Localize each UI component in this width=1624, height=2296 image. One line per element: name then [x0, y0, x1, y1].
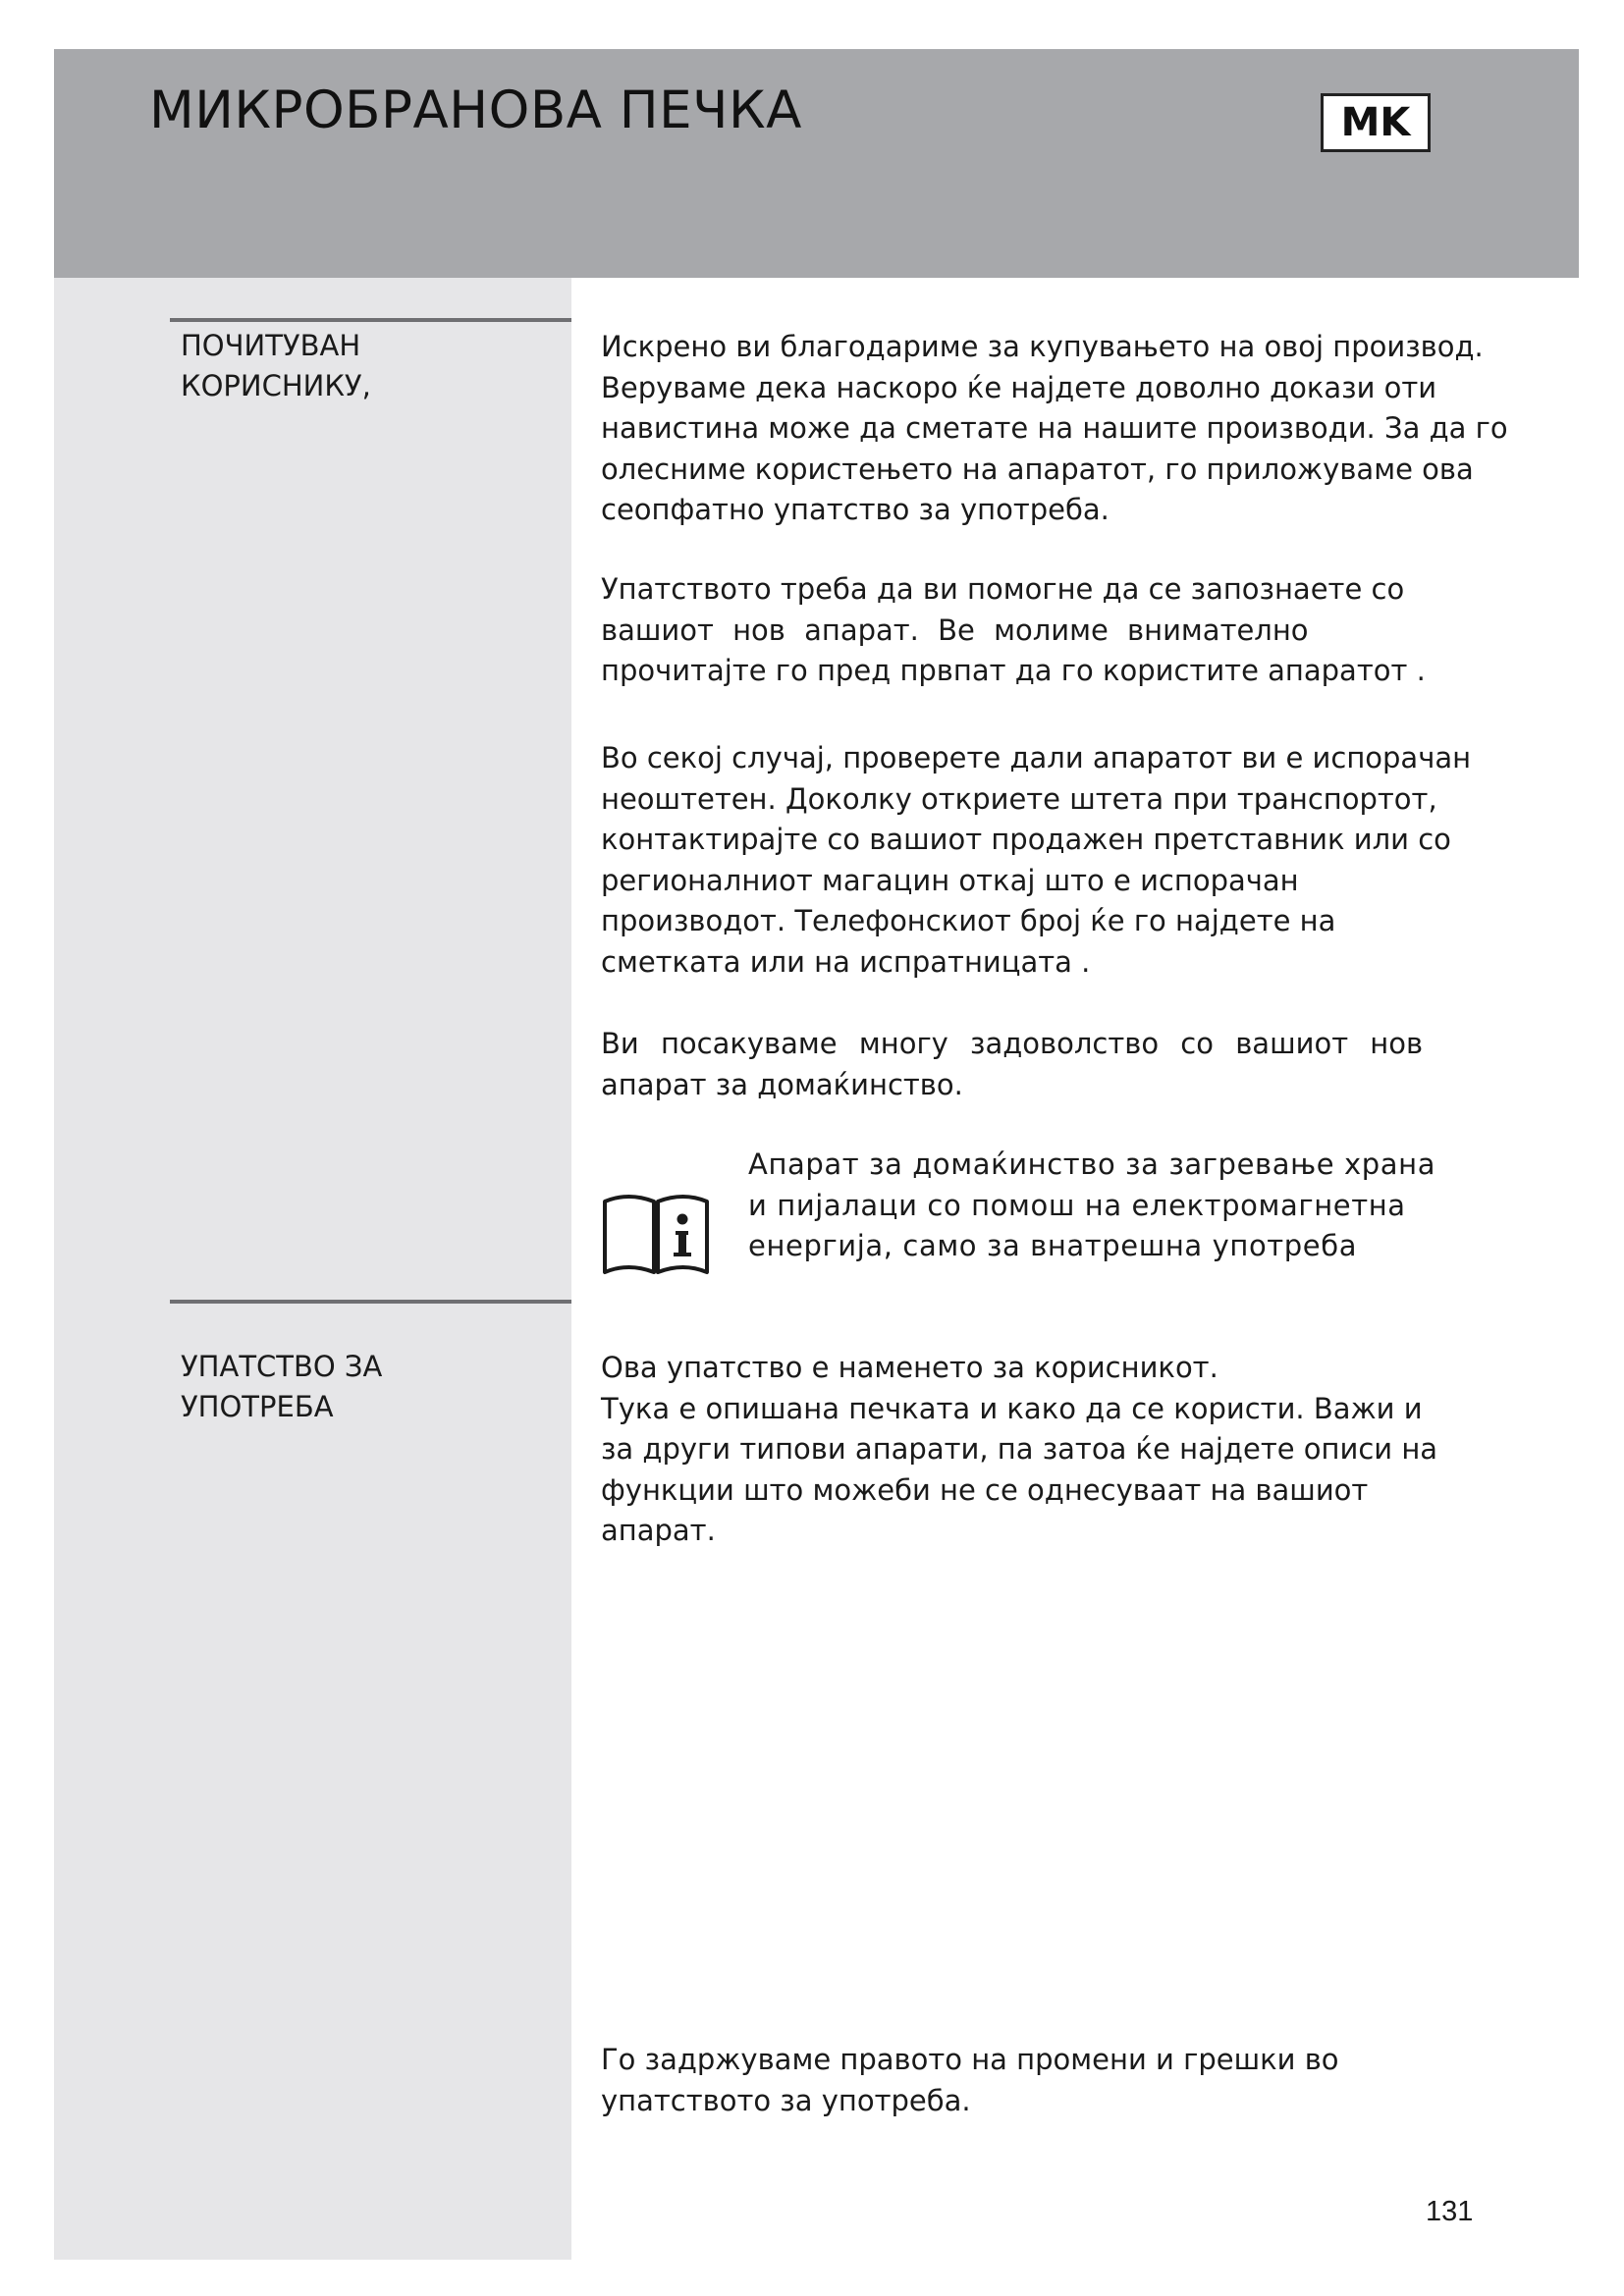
text-line: Го задржуваме правото на промени и грешки во — [601, 2043, 1339, 2076]
text-line: за други типови апарати, па затоа ќе најдете описи на — [601, 1432, 1438, 1466]
section-divider-instructions — [170, 1300, 571, 1304]
page-number: 131 — [1426, 2196, 1474, 2227]
manual-info-icon — [601, 1190, 711, 1278]
page-title: МИКРОБРАНОВА ПЕЧКА — [149, 80, 802, 140]
instructions-paragraph — [601, 1348, 1583, 1552]
welcome-paragraph-3 — [601, 738, 1583, 983]
section-label-line: УПАТСТВО ЗА — [181, 1350, 383, 1383]
text-line: Ви посакуваме многу задоволство со вашиот нов — [601, 1027, 1424, 1060]
section-label-line: УПОТРЕБА — [181, 1390, 334, 1423]
section-label-greeting — [181, 326, 371, 406]
text-line: навистина може да сметате на нашите производи. За да го — [601, 411, 1508, 445]
text-line: енергија, само за внатрешна употреба — [748, 1229, 1358, 1262]
section-label-instructions — [181, 1347, 382, 1427]
text-line: Во секој случај, проверете дали апаратот ви е испорачан — [601, 741, 1472, 774]
text-line: производот. Телефонскиот број ќе го најдете на — [601, 904, 1336, 937]
text-line: функции што можеби не се однесуваат на вашиот — [601, 1472, 1369, 1507]
text-line: Упатството треба да ви помогне да се запознаете со — [601, 572, 1405, 606]
appliance-note — [748, 1145, 1435, 1267]
welcome-paragraph-4 — [601, 1024, 1583, 1105]
text-line: олесниме користењето на апаратот, го приложуваме ова — [601, 452, 1474, 486]
text-line: сеопфатно упатство за употреба. — [601, 493, 1110, 526]
sidebar-column — [54, 278, 571, 2260]
text-line: прочитајте го пред првпат да го користите апаратот . — [601, 654, 1426, 687]
text-line: Апарат за домаќинство за загревање храна — [748, 1148, 1436, 1181]
text-line: Искрено ви благодариме за купувањето на овој производ. — [601, 330, 1484, 363]
text-line: апарат. — [601, 1514, 716, 1547]
text-line: вашиот нов апарат. Ве молиме внимателно — [601, 613, 1309, 647]
text-line: апарат за домаќинство. — [601, 1067, 963, 1101]
section-divider-greeting — [170, 318, 571, 322]
welcome-paragraph-1 — [601, 327, 1583, 531]
disclaimer-paragraph — [601, 2040, 1583, 2121]
text-line: Веруваме дека наскоро ќе најдете доволно докази оти — [601, 370, 1437, 404]
text-line: Тука е опишана печката и како да се користи. Важи и — [601, 1391, 1423, 1425]
section-label-line: КОРИСНИКУ, — [181, 369, 371, 402]
language-badge: MK — [1321, 93, 1431, 152]
text-line: упатството за употреба. — [601, 2083, 971, 2117]
text-line: контактирајте со вашиот продажен претставник или со — [601, 823, 1451, 856]
text-line: неоштетен. Доколку откриете штета при транспортот, — [601, 781, 1437, 816]
text-line: регионалниот магацин откај што е испорачан — [601, 863, 1299, 897]
text-line: сметката или на испратницата . — [601, 944, 1091, 979]
text-line: и пијалаци со помош на електромагнетна — [748, 1188, 1406, 1222]
text-line: Ова упатство е наменето за корисникот. — [601, 1351, 1218, 1384]
welcome-paragraph-2 — [601, 569, 1583, 692]
section-label-line: ПОЧИТУВАН — [181, 329, 361, 362]
